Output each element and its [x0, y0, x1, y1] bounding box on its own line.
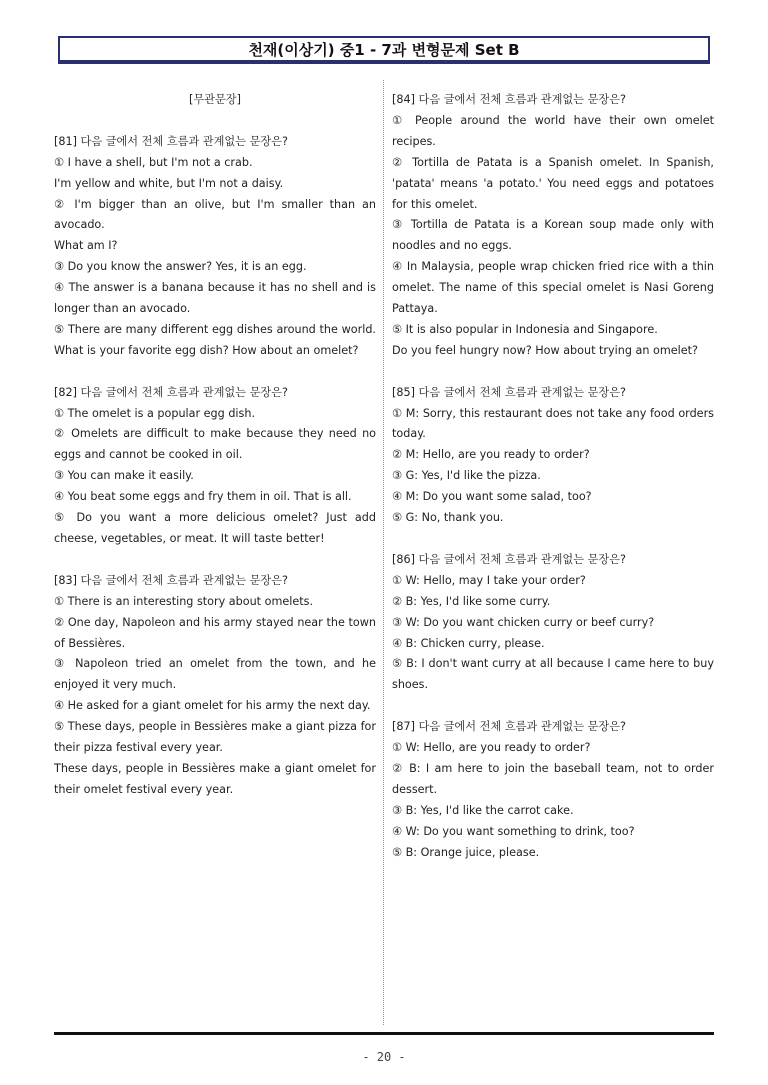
question-heading: [81] 다음 글에서 전체 흐름과 관계없는 문장은?: [54, 134, 288, 148]
question-line: ③ G: Yes, I'd like the pizza.: [392, 469, 541, 483]
question-line: ③ W: Do you want chicken curry or beef curry?: [392, 615, 655, 629]
question-line: ⑤ There are many different egg dishes around the world. What is your favorite egg dish? How about an omelet?: [54, 322, 376, 357]
question-line: ⑤ G: No, thank you.: [392, 511, 504, 525]
question-line: ① There is an interesting story about omelets.: [54, 594, 314, 608]
column-divider: [383, 80, 384, 1025]
page-title: 천재(이상기) 중1 - 7과 변형문제 Set B: [58, 36, 710, 64]
question-line: ① M: Sorry, this restaurant does not take any food orders today.: [392, 406, 714, 441]
question-line: ② B: Yes, I'd like some curry.: [392, 594, 551, 608]
question-heading: [82] 다음 글에서 전체 흐름과 관계없는 문장은?: [54, 385, 288, 399]
question-line: ③ Do you know the answer? Yes, it is an egg.: [54, 260, 307, 274]
question-block: [54, 132, 376, 362]
question-line: ⑤ B: Orange juice, please.: [392, 845, 540, 859]
question-line: What am I?: [54, 239, 118, 253]
question-block: [392, 383, 714, 529]
question-line: These days, people in Bessières make a giant omelet for their omelet festival every year.: [54, 761, 376, 796]
question-line: ① I have a shell, but I'm not a crab.: [54, 155, 253, 169]
question-line: ④ You beat some eggs and fry them in oil. That is all.: [54, 490, 352, 504]
question-heading: [85] 다음 글에서 전체 흐름과 관계없는 문장은?: [392, 385, 626, 399]
question-line: ⑤ B: I don't want curry at all because I came here to buy shoes.: [392, 657, 714, 692]
section-label-block: [54, 90, 376, 111]
question-line: ① W: Hello, may I take your order?: [392, 573, 586, 587]
question-line: ③ You can make it easily.: [54, 469, 194, 483]
question-line: ⑤ It is also popular in Indonesia and Singapore.: [392, 322, 658, 336]
question-line: ④ B: Chicken curry, please.: [392, 636, 545, 650]
question-block: [54, 571, 376, 801]
question-line: ⑤ These days, people in Bessières make a giant pizza for their pizza festival every year.: [54, 720, 376, 755]
question-line: ④ In Malaysia, people wrap chicken fried rice with a thin omelet. The name of this special omelet is Nasi Goreng Pattaya.: [392, 260, 714, 316]
page-number: - 20 -: [362, 1050, 406, 1064]
question-line: ② Tortilla de Patata is a Spanish omelet. In Spanish, 'patata' means 'a potato.' You need eggs and potatoes for this omelet.: [392, 155, 714, 211]
question-line: ④ The answer is a banana because it has no shell and is longer than an avocado.: [54, 281, 376, 316]
section-label: [무관문장]: [189, 93, 241, 106]
question-block: [392, 90, 714, 362]
left-question-list: [54, 132, 376, 801]
question-line: ③ Tortilla de Patata is a Korean soup made only with noodles and no eggs.: [392, 218, 714, 253]
question-line: I'm yellow and white, but I'm not a daisy.: [54, 176, 284, 190]
question-line: ③ B: Yes, I'd like the carrot cake.: [392, 803, 574, 817]
question-line: ④ W: Do you want something to drink, too?: [392, 824, 635, 838]
footer-rule: [54, 1032, 714, 1035]
question-line: ④ M: Do you want some salad, too?: [392, 490, 592, 504]
question-line: ② I'm bigger than an olive, but I'm smaller than an avocado.: [54, 197, 376, 232]
question-heading: [84] 다음 글에서 전체 흐름과 관계없는 문장은?: [392, 93, 626, 106]
question-line: ② One day, Napoleon and his army stayed near the town of Bessières.: [54, 615, 376, 650]
question-line: ② B: I am here to join the baseball team, not to order dessert.: [392, 761, 714, 796]
left-column: [54, 90, 376, 822]
question-heading: [87] 다음 글에서 전체 흐름과 관계없는 문장은?: [392, 720, 626, 734]
question-heading: [86] 다음 글에서 전체 흐름과 관계없는 문장은?: [392, 552, 626, 566]
question-line: ② M: Hello, are you ready to order?: [392, 448, 590, 462]
question-line: ① W: Hello, are you ready to order?: [392, 741, 591, 755]
question-line: ① The omelet is a popular egg dish.: [54, 406, 255, 420]
question-line: ④ He asked for a giant omelet for his army the next day.: [54, 699, 371, 713]
question-block: [392, 717, 714, 863]
question-line: ③ Napoleon tried an omelet from the town, and he enjoyed it very much.: [54, 657, 376, 692]
question-line: ① People around the world have their own omelet recipes.: [392, 113, 714, 148]
question-block: [54, 383, 376, 550]
question-line: ⑤ Do you want a more delicious omelet? Just add cheese, vegetables, or meat. It will taste better!: [54, 511, 376, 545]
right-question-list: [392, 90, 714, 863]
right-column: [392, 90, 714, 884]
question-line: Do you feel hungry now? How about trying an omelet?: [392, 343, 698, 357]
question-heading: [83] 다음 글에서 전체 흐름과 관계없는 문장은?: [54, 573, 288, 587]
question-line: ② Omelets are difficult to make because they need no eggs and cannot be cooked in oil.: [54, 427, 376, 462]
question-block: [392, 550, 714, 696]
